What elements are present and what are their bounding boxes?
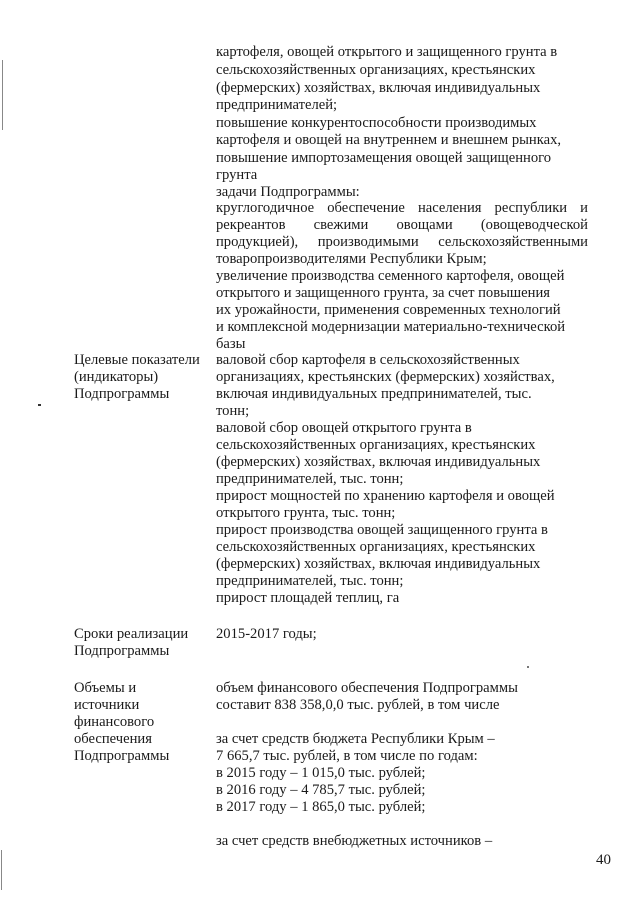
budget-line: в 2016 году – 4 785,7 тыс. рублей; xyxy=(216,782,426,798)
scan-dot-mark xyxy=(527,666,529,668)
task-line: и комплексной модернизации материально-технической xyxy=(216,319,566,335)
indicator-line: валовой сбор картофеля в сельскохозяйственных xyxy=(216,352,520,368)
budget-line: 7 665,7 тыс. рублей, в том числе по годам: xyxy=(216,748,478,764)
budget-line: за счет средств бюджета Республики Крым – xyxy=(216,731,495,747)
funding-intro-line: составит 838 358,0,0 тыс. рублей, в том числе xyxy=(216,697,500,713)
indicator-line: прирост производства овощей защищенного грунта в xyxy=(216,522,548,538)
goals-line: сельскохозяйственных организациях, крестьянских xyxy=(216,62,536,78)
indicators-label: Подпрограммы xyxy=(74,386,170,402)
funding-label: обеспечения xyxy=(74,731,152,747)
scan-margin-mark xyxy=(2,60,3,130)
indicator-line: предпринимателей, тыс. тонн; xyxy=(216,471,404,487)
indicator-line: тонн; xyxy=(216,403,250,419)
indicator-line: прирост мощностей по хранению картофеля и овощей xyxy=(216,488,555,504)
indicator-line: валовой сбор овощей открытого грунта в xyxy=(216,420,472,436)
goals-line: картофеля и овощей на внутреннем и внешнем рынках, xyxy=(216,132,562,148)
goals-line: (фермерских) хозяйствах, включая индивидуальных xyxy=(216,80,541,96)
indicator-line: сельскохозяйственных организациях, крестьянских xyxy=(216,437,536,453)
terms-label: Подпрограммы xyxy=(74,643,170,659)
budget-line: в 2017 году – 1 865,0 тыс. рублей; xyxy=(216,799,426,815)
indicator-line: организациях, крестьянских (фермерских) хозяйствах, xyxy=(216,369,555,385)
funding-label: Объемы и xyxy=(74,680,137,696)
tasks-heading: задачи Подпрограммы: xyxy=(216,184,360,200)
funding-label: финансового xyxy=(74,714,155,730)
indicator-line: включая индивидуальных предпринимателей, тыс. xyxy=(216,386,532,402)
scan-margin-mark xyxy=(1,850,2,890)
funding-label: источники xyxy=(74,697,140,713)
extrabudget-line: за счет средств внебюджетных источников – xyxy=(216,833,493,849)
task-line: открытого и защищенного грунта, за счет повышения xyxy=(216,285,550,301)
task-line: увеличение производства семенного картофеля, овощей xyxy=(216,268,565,284)
goals-line: предпринимателей; xyxy=(216,97,338,113)
page-number: 40 xyxy=(596,852,611,868)
indicators-label: (индикаторы) xyxy=(74,369,159,385)
budget-line: в 2015 году – 1 015,0 тыс. рублей; xyxy=(216,765,426,781)
indicator-line: сельскохозяйственных организациях, крестьянских xyxy=(216,539,536,555)
task-line: товаропроизводителями Республики Крым; xyxy=(216,251,487,267)
indicator-line: открытого грунта, тыс. тонн; xyxy=(216,505,396,521)
indicator-line: предпринимателей, тыс. тонн; xyxy=(216,573,404,589)
task-line: продукцией), производимыми сельскохозяйственными xyxy=(216,234,588,250)
task-line: круглогодичное обеспечение населения республики и xyxy=(216,200,588,216)
funding-intro-line: объем финансового обеспечения Подпрограммы xyxy=(216,680,518,696)
terms-label: Сроки реализации xyxy=(74,626,189,642)
task-line: рекреантов свежими овощами (овощеводческой xyxy=(216,217,588,233)
task-line: их урожайности, применения современных технологий xyxy=(216,302,561,318)
task-line: базы xyxy=(216,336,246,352)
indicator-line: (фермерских) хозяйствах, включая индивидуальных xyxy=(216,556,541,572)
goals-line: повышение конкурентоспособности производимых xyxy=(216,115,537,131)
scan-dot-mark xyxy=(38,404,41,406)
goals-line: грунта xyxy=(216,167,258,183)
funding-label: Подпрограммы xyxy=(74,748,170,764)
indicators-label: Целевые показатели xyxy=(74,352,200,368)
indicator-line: прирост площадей теплиц, га xyxy=(216,590,400,606)
goals-line: повышение импортозамещения овощей защищенного xyxy=(216,150,552,166)
terms-value: 2015-2017 годы; xyxy=(216,626,317,642)
goals-line: картофеля, овощей открытого и защищенного грунта в xyxy=(216,44,558,60)
indicator-line: (фермерских) хозяйствах, включая индивидуальных xyxy=(216,454,541,470)
